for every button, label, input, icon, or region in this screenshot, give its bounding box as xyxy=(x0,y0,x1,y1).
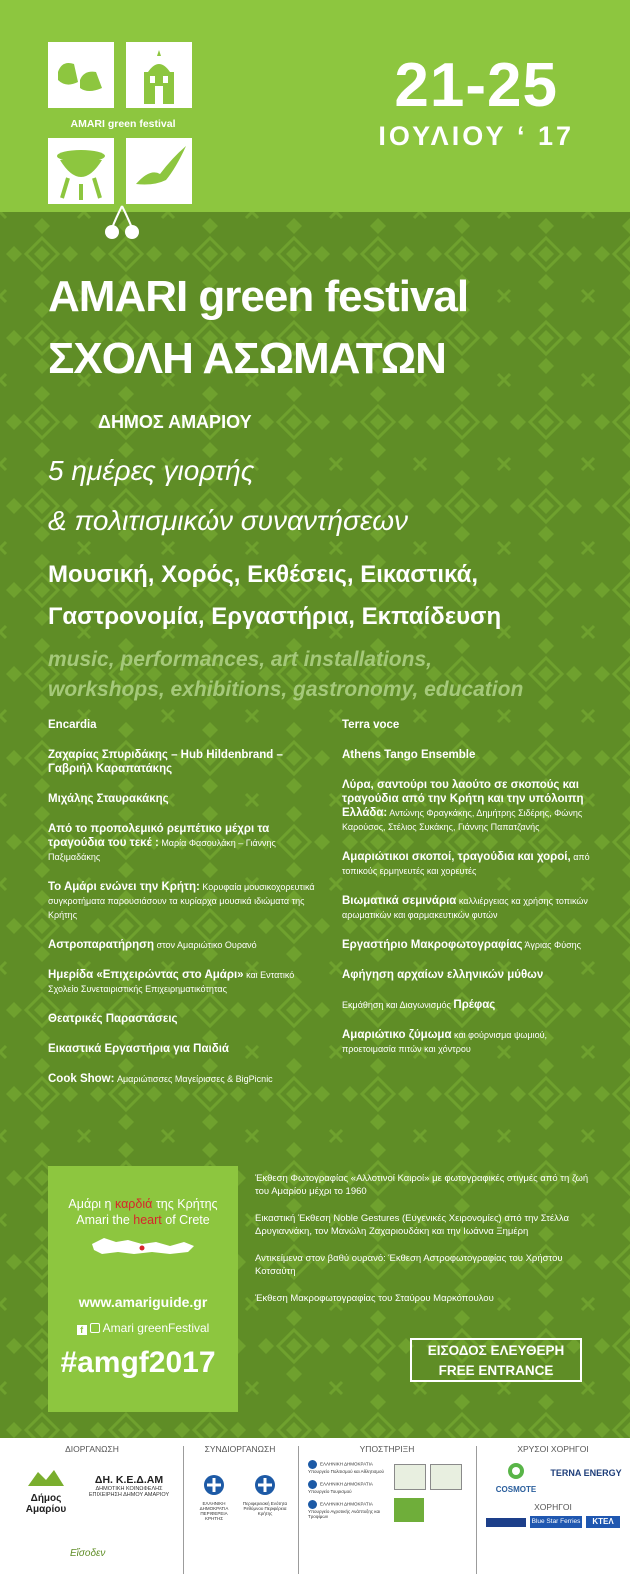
exhibition-item: Εικαστική Έκθεση Noble Gestures (Ευγενικές Χειρονομίες) από την Στέλλα Δρυγιαννάκη, τον Μανώλη Ζαχαριουδάκη και την Ιωάννα Ξημέρη xyxy=(255,1213,570,1237)
sponsors-header: ΧΟΡΗΓΟΙ xyxy=(534,1502,572,1512)
slogan-en-heart: heart xyxy=(133,1213,162,1227)
slogan-gr-post: της Κρήτης xyxy=(152,1197,218,1211)
program-item-detail: στον Αμαριώτικο Ουρανό xyxy=(154,940,257,950)
program-item xyxy=(48,748,318,776)
program-item xyxy=(342,1028,592,1056)
shoes-icon xyxy=(48,42,114,108)
program-item-title: Εργαστήριο Μακροφωτογραφίας xyxy=(342,939,523,951)
instagram-icon xyxy=(90,1323,100,1333)
program-left xyxy=(48,718,318,1102)
organizers xyxy=(8,1438,176,1584)
program-item xyxy=(342,894,592,922)
organizer2-sub: ΔΗΜΟΤΙΚΗ ΚΟΙΝΩΦΕΛΗΣ ΕΠΙΧΕΙΡΗΣΗ ΔΗΜΟΥ ΑΜΑΡΙΟΥ xyxy=(88,1486,170,1498)
coorg1-emblem-icon xyxy=(192,1474,236,1521)
program-item-title: Το Αμάρι ενώνει την Κρήτη: xyxy=(48,881,200,893)
sponsor-strip xyxy=(0,1438,630,1584)
support-logo-icon xyxy=(394,1464,426,1490)
gold-header: ΧΡΥΣΟΙ ΧΟΡΗΓΟΙ xyxy=(517,1444,589,1454)
free-entrance-box xyxy=(410,1338,582,1382)
support-logo-icon xyxy=(430,1464,462,1490)
slogan-english xyxy=(48,1212,238,1228)
program-item xyxy=(342,748,592,762)
program-item-title: Εικαστικά Εργαστήρια για Παιδιά xyxy=(48,1043,229,1055)
supporters xyxy=(302,1438,472,1584)
program-item-title: Μιχάλης Σταυρακάκης xyxy=(48,793,169,805)
tagline-line2: & πολιτισμικών συναντήσεων xyxy=(48,505,409,536)
exhibition-item: Έκθεση Φωτογραφίας «Αλλοτινοί Καιροί» με φωτογραφικές στιγμές από τη ζωή του Αμαρίου μέχρι το 1960 xyxy=(255,1173,589,1197)
coorg2-emblem-icon xyxy=(240,1474,290,1516)
program-item-detail: Αμαριώτισσες Μαγείρισσες & BigPicnic xyxy=(114,1074,273,1084)
entrance-en: FREE ENTRANCE xyxy=(438,1363,554,1378)
program-item-detail: από τοπικούς ερμηνευτές και χορευτές xyxy=(342,852,590,876)
gold-sponsors xyxy=(480,1438,626,1584)
church-icon xyxy=(126,42,192,108)
organizer-header: ΔΙΟΡΓΑΝΩΣΗ xyxy=(65,1444,119,1454)
promo-box xyxy=(48,1166,238,1412)
program-item-detail-pre: Εκμάθηση και Διαγωνισμός xyxy=(342,1000,454,1010)
title-festival: AMARI green festival xyxy=(48,272,469,321)
pot-icon xyxy=(48,138,114,204)
program-item-title: Βιωματικά σεμινάρια xyxy=(342,895,457,907)
program-item-title: Από το προπολεμικό ρεμπέτικο μέχρι τα τραγούδια του τεκέ : xyxy=(48,823,270,849)
program-item-title: Αμαριώτικο ζύμωμα xyxy=(342,1029,452,1041)
program-item xyxy=(48,822,318,864)
program-item xyxy=(342,968,592,982)
slogan-gr-pre: Αμάρι η xyxy=(68,1197,115,1211)
program-item xyxy=(48,1072,318,1086)
support3-text: ΕΛΛΗΝΙΚΗ ΔΗΜΟΚΡΑΤΙΑ Υπουργείο Αγροτικής Ανάπτυξης και Τροφίμων xyxy=(308,1501,381,1519)
sp1-text: Blue Star Ferries xyxy=(531,1518,581,1525)
municipality: ΔΗΜΟΣ ΑΜΑΡΙΟΥ xyxy=(98,412,252,432)
program-item-detail: καλλιέργειας κα χρήσης τοπικών αρωματικών και φαρμακευτικών φυτών xyxy=(342,896,588,920)
organizer2-title: ΔΗ. Κ.Ε.Δ.ΑΜ xyxy=(94,1474,164,1486)
program-item-title: Λύρα, σαντούρι του λαούτο σε σκοπούς και τραγούδια από την Κρήτη και την υπόλοιπη Ελλάδα: xyxy=(342,779,584,819)
gold1-text: COSMOTE xyxy=(495,1485,537,1494)
program-item xyxy=(48,1042,318,1056)
sponsor-separator xyxy=(298,1446,299,1574)
program-item xyxy=(48,718,318,732)
program-item xyxy=(342,938,592,952)
slogan-en-post: of Crete xyxy=(161,1213,210,1227)
program-item-title: Αμαριώτικοι σκοποί, τραγούδια και χοροί, xyxy=(342,851,571,863)
organizer3-logo: Εἴσοδεν xyxy=(70,1548,106,1559)
support-header: ΥΠΟΣΤΗΡΙΞΗ xyxy=(359,1444,415,1454)
slogan-greek xyxy=(48,1196,238,1212)
sp2-text: ΚΤΕΛ xyxy=(592,1517,614,1526)
program-item-title: Terra voce xyxy=(342,719,400,731)
support2 xyxy=(308,1480,388,1494)
program-item xyxy=(48,1012,318,1026)
program-item xyxy=(342,998,592,1012)
social-line[interactable] xyxy=(48,1321,238,1335)
program-item-title: Πρέφας xyxy=(453,999,496,1011)
organizer1-name: Δήμος Αμαρίου xyxy=(25,1493,67,1515)
program-item-title: Αστροπαρατήρηση xyxy=(48,939,155,951)
social-handle: Amari greenFestival xyxy=(102,1321,210,1335)
hashtag: #amgf2017 xyxy=(60,1346,216,1379)
support2-text: ΕΛΛΗΝΙΚΗ ΔΗΜΟΚΡΑΤΙΑ Υπουργείο Τουρισμού xyxy=(308,1481,373,1494)
program-item-title: Θεατρικές Παραστάσεις xyxy=(48,1013,178,1025)
program-item-title: Athens Tango Ensemble xyxy=(342,749,476,761)
sponsor-separator xyxy=(476,1446,477,1574)
support-logo-icon xyxy=(394,1498,424,1522)
program-item-title: Ημερίδα «Επιχειρώντας στο Αμάρι» xyxy=(48,969,244,981)
slogan-en-pre: Amari the xyxy=(76,1213,134,1227)
program-item-title: Ζαχαρίας Σπυριδάκης – Hub Hildenbrand – Γαβριήλ Καραπατάκης xyxy=(48,749,283,775)
entrance-gr: ΕΙΣΟΔΟΣ ΕΛΕΥΘΕΡΗ xyxy=(427,1343,565,1358)
coorg1-text: ΕΛΛΗΝΙΚΗ ΔΗΜΟΚΡΑΤΙΑ ΠΕΡΙΦΕΡΕΙΑ ΚΡΗΤΗΣ xyxy=(199,1501,229,1521)
organizer-amari-logo xyxy=(12,1466,80,1515)
program-item-detail: Μαρία Φασουλάκη – Γιάννης Παξιμαδάκης xyxy=(48,838,276,862)
slogan xyxy=(48,1196,238,1228)
coorganizer-header: ΣΥΝΔΙΟΡΓΑΝΩΣΗ xyxy=(204,1444,276,1454)
festival-dates xyxy=(378,52,574,152)
greek-emblem-icon xyxy=(308,1480,317,1489)
categories-line2: Γαστρονομία, Εργαστήρια, Εκπαίδευση xyxy=(48,603,502,630)
cherry-icon xyxy=(102,204,142,245)
slogan-gr-heart: καρδιά xyxy=(114,1197,153,1211)
festival-logo xyxy=(48,42,198,238)
organizer-kedam xyxy=(84,1474,174,1498)
eagle-icon xyxy=(126,138,192,204)
exhibition-item: Έκθεση Μακροφωτογραφίας του Σταύρου Μαρκόπουλου xyxy=(255,1293,494,1304)
date-days: 21-25 xyxy=(394,51,558,120)
program-item-detail: Αντώνης Φραγκάκης, Δημήτρης Σιδέρης, Φώνης Καρούσος, Στέλιος Συκάκης, Γιάννης Παπατζανής xyxy=(342,808,583,832)
sponsor-aegean-logo xyxy=(486,1518,526,1527)
coorganizers xyxy=(186,1438,294,1584)
program-item xyxy=(342,778,592,834)
cosmote-logo xyxy=(488,1462,544,1494)
english-line2: workshops, exhibitions, gastronomy, education xyxy=(48,678,524,701)
gold2-text: TERNA ENERGY xyxy=(550,1468,622,1478)
support1-text: ΕΛΛΗΝΙΚΗ ΔΗΜΟΚΡΑΤΙΑ Υπουργείο Πολιτισμού και Αθλητισμού xyxy=(308,1461,384,1474)
coorg2-text: Περιφερειακή Ενότητα Ρεθύμνου Περιφέρεια Κρήτης xyxy=(242,1501,288,1516)
support3 xyxy=(308,1500,388,1519)
bluestar-logo xyxy=(530,1516,582,1528)
crete-map-icon xyxy=(90,1232,196,1265)
festival-logo-label: AMARI green festival xyxy=(70,118,176,130)
english-line1: music, performances, art installations, xyxy=(48,648,432,671)
facebook-icon: f xyxy=(77,1325,87,1335)
ktel-logo xyxy=(586,1516,620,1528)
exhibitions-list xyxy=(255,1172,595,1319)
terna-logo xyxy=(546,1468,626,1478)
program-item-title: Encardia xyxy=(48,719,97,731)
categories-line1: Μουσική, Χορός, Εκθέσεις, Εικαστικά, xyxy=(48,561,479,588)
program-item xyxy=(342,718,592,732)
date-month: ΙΟΥΛΙΟΥ ‘ 17 xyxy=(378,121,574,151)
greek-emblem-icon xyxy=(308,1460,317,1469)
program-item-detail: και Εντατικό Σχολείο Συνεταιριστικής Επιχειρηματικότητας xyxy=(48,970,295,994)
greek-emblem-icon xyxy=(308,1500,317,1509)
program-item xyxy=(48,968,318,996)
program-right xyxy=(342,718,592,1072)
website-link[interactable]: www.amariguide.gr xyxy=(78,1294,208,1310)
program-item-detail: Κορυφαία μουσικοχορευτικά συγκροτήματα παρουσιάσουν τα κυρίαρχα μουσικά ιδιώματα της Κρήτης xyxy=(48,882,315,920)
program-item-detail: Άγριας Φύσης xyxy=(522,940,582,950)
program-item-title: Cook Show: xyxy=(48,1073,115,1085)
program-item xyxy=(48,938,318,952)
title-school: ΣΧΟΛΗ ΑΣΩΜΑΤΩΝ xyxy=(48,334,446,383)
program-item-title: Αφήγηση αρχαίων ελληνικών μύθων xyxy=(342,969,544,981)
support1 xyxy=(308,1460,388,1474)
exhibition-item: Αντικείμενα στον βαθύ ουρανό: Έκθεση Αστροφωτογραφίας του Χρήστου Κοτσαύτη xyxy=(255,1253,563,1277)
program-item xyxy=(48,792,318,806)
program-item-detail: και φούρνισμα ψωμιού, προετοιμασία πιτών και χόντρου xyxy=(342,1030,548,1054)
sponsor-separator xyxy=(183,1446,184,1574)
program-item xyxy=(48,880,318,922)
program-item xyxy=(342,850,592,878)
tagline-line1: 5 ημέρες γιορτής xyxy=(48,455,255,486)
